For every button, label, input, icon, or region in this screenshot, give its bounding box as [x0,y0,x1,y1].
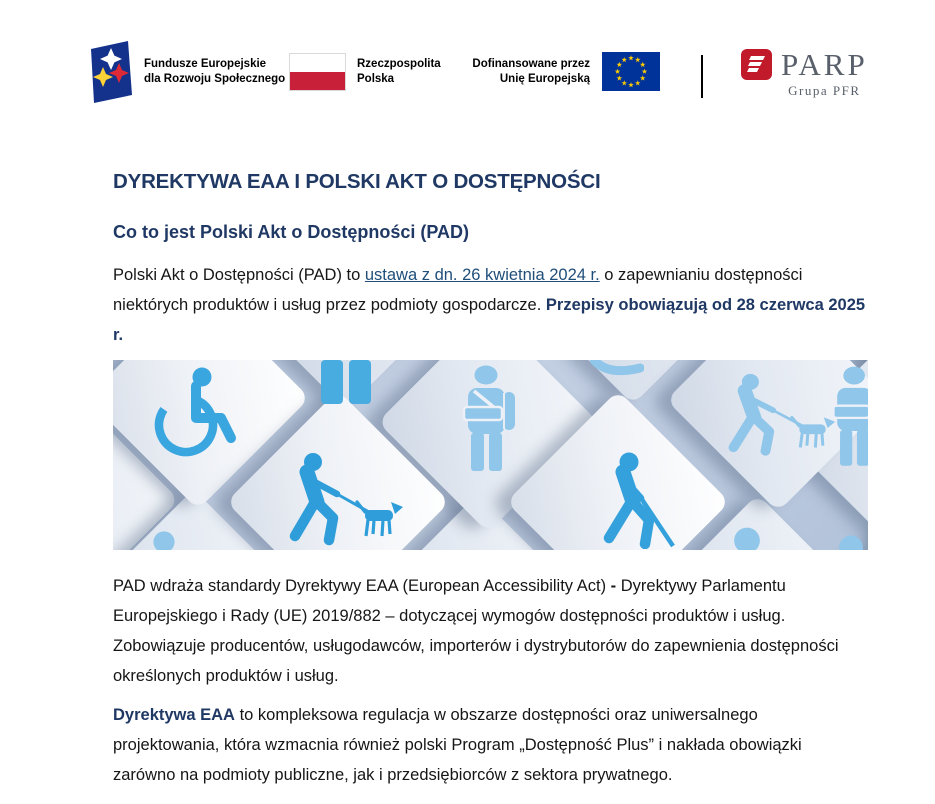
person-arm-sling-icon [455,365,521,471]
parp-logo [741,49,868,99]
person-partial-icon [719,526,775,550]
parp-mark-icon [741,49,772,80]
article-body [0,170,935,790]
person-guide-dog-icon [269,452,405,549]
eu-funds-logo [84,40,285,104]
parp-subtitle: Grupa PFR [788,83,861,98]
paragraph-2-part1: PAD wdraża standardy Dyrektywy EAA (European Accessibility Act) [113,577,611,595]
eu-flag-icon [602,52,660,91]
person-partial-icon [825,534,868,550]
section-subtitle: Co to jest Polski Akt o Dostępności (PAD) [113,222,470,242]
paragraph-3-rest: to kompleksowa regulacja w obszarze dostępności oraz uniwersalnego projektowania, która wzmacnia również polski Program „Dostępność Plus” i nakłada obowiązki zarówno na podmioty publiczne, jak i przedsiębiorców z sektora prywatnego. [113,706,802,784]
paragraph-3-bold: Dyrektywa EAA [113,706,235,724]
paragraph-1 [113,260,868,350]
eu-funding-logo [462,52,660,91]
eu-funds-flag-icon [84,40,134,104]
icon-fragment [590,360,644,376]
header-divider [701,55,703,98]
eu-funding-label: Dofinansowane przez Unię Europejską [472,57,590,85]
parp-name: PARP [781,47,868,82]
poland-label: Rzeczpospolita Polska [357,58,441,85]
person-with-dog-icon [709,373,837,459]
person-arm-sling-partial-icon [825,366,868,466]
person-partial-icon [141,530,187,550]
eu-funds-label: Fundusze Europejskie dla Rozwoju Społecznego [144,58,286,85]
poland-flag-logo [289,53,441,91]
paragraph-3 [113,700,868,790]
page-title: DYREKTYWA EAA I POLSKI AKT O DOSTĘPNOŚCI [113,170,601,193]
paragraph-2-part2: Dyrektywy Parlamentu Europejskiego i Rady (UE) 2019/882 – dotyczącej wymogów dostępności produktów i usług. Zobowiązuje producentów, usługodawców, importerów i dystrybutorów do zapewnienia dostępności określonych produktów i usług. [113,577,839,685]
paragraph-1-middle: o zapewnianiu dostępności niektórych produktów i usług przez podmioty gospodarcze. [113,266,803,314]
law-link[interactable]: ustawa z dn. 26 kwietnia 2024 r. [364,266,600,284]
paragraph-2-dash: - [610,577,617,595]
person-white-cane-icon [579,452,691,549]
wheelchair-icon [139,366,255,464]
luggage-icon [319,360,373,404]
paragraph-1-bold: Przepisy obowiązują od 28 czerwca 2025 r. [113,296,866,344]
paragraph-2 [113,571,868,691]
poland-flag-icon [289,53,346,91]
parp-wordmark [781,49,868,99]
accessibility-illustration [113,360,868,550]
paragraph-1-lead: Polski Akt o Dostępności (PAD) to [113,266,365,284]
